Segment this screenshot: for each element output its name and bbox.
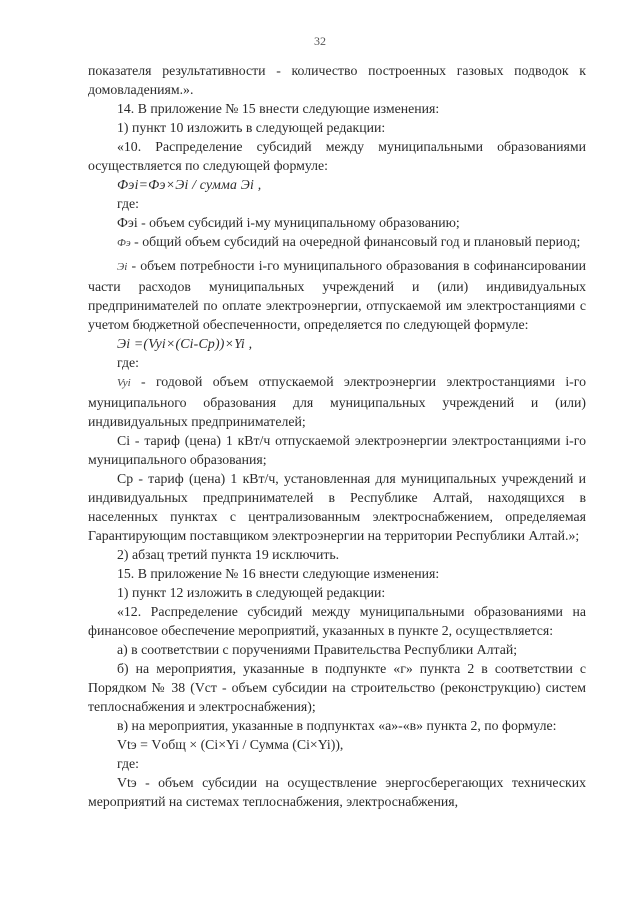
paragraph: «12. Распределение субсидий между муниципальными образованиями на финансовое обеспечение мероприятий, указанных в пункте 2, осуществляется: bbox=[88, 604, 586, 638]
document-body bbox=[88, 61, 586, 811]
paragraph: 15. В приложение № 16 внести следующие изменения: bbox=[117, 566, 440, 581]
symbol-label: Эi bbox=[117, 261, 128, 273]
symbol-label: Фэ bbox=[117, 237, 131, 249]
paragraph: 1) пункт 10 изложить в следующей редакции: bbox=[117, 120, 386, 135]
paragraph bbox=[88, 256, 586, 334]
paragraph: Vtэ - объем субсидии на осуществление энергосберегающих технических мероприятий на системах теплоснабжения, электроснабжения, bbox=[88, 775, 586, 809]
formula: Фэi=Фэ×Эi / сумма Эi , bbox=[117, 177, 262, 192]
paragraph: 1) пункт 12 изложить в следующей редакции: bbox=[117, 585, 386, 600]
formula: Vtэ = Vобщ × (Ci×Yi / Сумма (Ci×Yi)), bbox=[117, 737, 344, 752]
paragraph: 14. В приложение № 15 внести следующие изменения: bbox=[117, 101, 440, 116]
paragraph: «10. Распределение субсидий между муниципальными образованиями осуществляется по следующей формуле: bbox=[88, 139, 586, 173]
paragraph: где: bbox=[117, 355, 139, 370]
paragraph: где: bbox=[117, 196, 139, 211]
paragraph: показателя результативности - количество построенных газовых подводок к домовладениям.». bbox=[88, 63, 586, 97]
paragraph: где: bbox=[117, 756, 139, 771]
paragraph: в) на мероприятия, указанные в подпунктах «а»-«в» пункта 2, по формуле: bbox=[117, 718, 557, 733]
paragraph bbox=[88, 232, 586, 253]
paragraph: а) в соответствии с поручениями Правительства Республики Алтай; bbox=[117, 642, 518, 657]
page-number: 32 bbox=[314, 34, 326, 48]
paragraph: Ci - тариф (цена) 1 кВт/ч отпускаемой электроэнергии электростанциями i-го муниципального образования; bbox=[88, 433, 586, 467]
paragraph: 2) абзац третий пункта 19 исключить. bbox=[117, 547, 340, 562]
symbol-label: Vyi bbox=[117, 377, 131, 389]
definition-text: - объем потребности i-го муниципального образования в софинансировании части расходов муниципальных учреждений и (или) индивидуальных предпринимателей по оплате электроэнергии, отпускаемой им электростанциями с учетом бюджетной обеспеченности, определяется по следующей формуле: bbox=[88, 258, 586, 332]
paragraph: Cp - тариф (цена) 1 кВт/ч, установленная для муниципальных учреждений и индивидуальных предпринимателей в Республике Алтай, находящихся в населенных пунктах с централизованным электроснабжением, определяемая Гарантирующим поставщиком электроэнергии на территории Республики Алтай.»; bbox=[88, 471, 586, 543]
formula: Эi =(Vyi×(Ci-Cp))×Yi , bbox=[117, 336, 253, 351]
definition-text: - общий объем субсидий на очередной финансовый год и плановый период; bbox=[134, 234, 581, 249]
paragraph bbox=[88, 372, 586, 431]
paragraph: б) на мероприятия, указанные в подпункте «г» пункта 2 в соответствии с Порядком № 38 (Vст - объем субсидии на строительство (реконструкцию) систем теплоснабжения и электроснабжения); bbox=[88, 661, 586, 714]
definition-text: - годовой объем отпускаемой электроэнергии электростанциями i-го муниципального образования для муниципальных учреждений и (или) индивидуальных предпринимателей; bbox=[88, 374, 586, 429]
paragraph: Фэi - объем субсидий i-му муниципальному образованию; bbox=[117, 215, 460, 230]
